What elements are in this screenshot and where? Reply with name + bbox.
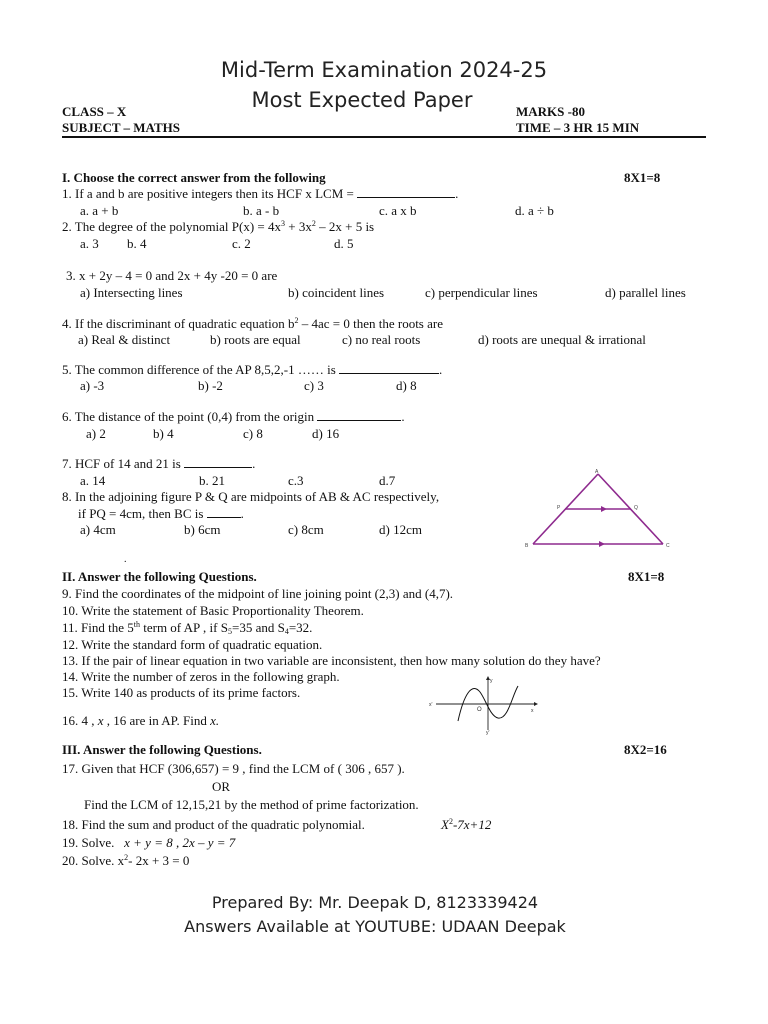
question-4: 4. If the discriminant of quadratic equation $b^2 - 4ac = 0$ then the roots are <box>62 316 443 331</box>
question-9: 9. Find the coordinates of the midpoint of line joining point (2,3) and (4,7). <box>62 586 454 601</box>
q1-option-b: b. a - b <box>243 203 280 218</box>
label-a: A <box>595 469 599 475</box>
q2-option-d: d. 5 <box>334 236 354 251</box>
answers-link: Answers Available at YOUTUBE: UDAAN Deepak <box>184 917 566 936</box>
section3-marks: 8X2=16 <box>624 742 667 757</box>
label-x: x <box>531 708 534 714</box>
pq-arrow-icon <box>601 506 607 512</box>
q7-option-b: b. 21 <box>199 473 225 488</box>
question-7: 7. HCF of 14 and 21 is . <box>62 456 256 471</box>
q8-option-d: d) 12cm <box>379 522 422 537</box>
q5-option-c: c) 3 <box>304 378 324 393</box>
question-6: 6. The distance of the point (0,4) from the origin . <box>62 409 405 424</box>
label-c: C <box>666 543 670 549</box>
q8-option-b: b) 6cm <box>184 522 221 537</box>
bc-arrow-icon <box>599 541 605 547</box>
q5-option-a: a) -3 <box>80 378 105 393</box>
question-17-alt: Find the LCM of 12,15,21 by the method of prime factorization. <box>84 797 419 812</box>
q8-option-c: c) 8cm <box>288 522 324 537</box>
question-18: 18. Find the sum and product of the quadratic polynomial. <box>62 817 365 832</box>
section2-marks: 8X1=8 <box>628 569 665 584</box>
question-5: 5. The common difference of the AP 8,5,2,-1 …… is . <box>62 362 443 377</box>
time-label: TIME – 3 HR 15 MIN <box>516 120 640 135</box>
question-19: 19. Solve. x + y = 8 , 2x – y = 7 <box>62 835 236 850</box>
header-divider <box>62 136 706 138</box>
marks-label: MARKS -80 <box>516 104 585 119</box>
q3-option-d: d) parallel lines <box>605 285 686 300</box>
q6-option-a: a) 2 <box>86 426 106 441</box>
class-label: CLASS – X <box>62 104 127 119</box>
question-3: 3. x + 2y – 4 = 0 and 2x + 4y -20 = 0 are <box>66 268 278 283</box>
q6-option-d: d) 16 <box>312 426 340 441</box>
question-14: 14. Write the number of zeros in the following graph. <box>62 669 340 684</box>
q1-option-d: d. a ÷ b <box>515 203 554 218</box>
stray-dot: . <box>124 554 127 565</box>
q7-option-d: d.7 <box>379 473 396 488</box>
question-20: 20. Solve. $x^2-$ 2x + 3 = 0 <box>62 853 190 868</box>
q4-option-b: b) roots are equal <box>210 332 301 347</box>
label-y: y <box>490 678 493 684</box>
q6-option-c: c) 8 <box>243 426 263 441</box>
q7-option-c: c.3 <box>288 473 304 488</box>
q8-option-a: a) 4cm <box>80 522 116 537</box>
question-12: 12. Write the standard form of quadratic equation. <box>62 637 323 652</box>
question-13: 13. If the pair of linear equation in two variable are inconsistent, then how many solution do they have? <box>62 653 601 668</box>
question-1: 1. If a and b are positive integers then its HCF x LCM = . <box>62 186 459 201</box>
question-10: 10. Write the statement of Basic Proportionality Theorem. <box>62 603 364 618</box>
section3-heading: III. Answer the following Questions. <box>62 742 262 757</box>
q4-option-a: a) Real & distinct <box>78 332 171 347</box>
q18-polynomial: $X^2-7x+12$ <box>441 817 492 832</box>
prepared-by: Prepared By: Mr. Deepak D, 8123339424 <box>211 893 539 912</box>
label-origin: O <box>477 707 482 713</box>
q2-option-c: c. 2 <box>232 236 251 251</box>
q6-option-b: b) 4 <box>153 426 174 441</box>
zeros-graph <box>428 674 540 736</box>
q3-option-a: a) Intersecting lines <box>80 285 183 300</box>
subject-label: SUBJECT – MATHS <box>62 120 180 135</box>
triangle-figure <box>520 466 680 550</box>
label-b: B <box>525 543 529 549</box>
question-15: 15. Write 140 as products of its prime factors. <box>62 685 301 700</box>
exam-title: Mid-Term Examination 2024-25 <box>220 58 548 82</box>
question-17: 17. Given that HCF (306,657) = 9 , find the LCM of ( 306 , 657 ). <box>62 761 405 776</box>
q3-option-c: c) perpendicular lines <box>425 285 538 300</box>
question-2: 2. The degree of the polynomial $P(x) = 4x^3 + 3x^2 - 2x + 5$ is <box>62 219 375 234</box>
label-y-prime: y' <box>486 730 490 736</box>
q2-option-b: b. 4 <box>127 236 147 251</box>
label-x-prime: x' <box>429 702 433 708</box>
q4-option-d: d) roots are unequal & irrational <box>478 332 646 347</box>
q2-option-a: a. 3 <box>80 236 99 251</box>
x-axis-arrow-icon <box>534 702 538 706</box>
section1-marks: 8X1=8 <box>624 170 661 185</box>
question-16: 16. 4 , x , 16 are in AP. Find x. <box>62 713 220 728</box>
label-p: P <box>557 505 561 511</box>
q5-option-d: d) 8 <box>396 378 417 393</box>
q7-option-a: a. 14 <box>80 473 106 488</box>
q1-option-c: c. a x b <box>379 203 417 218</box>
q3-option-b: b) coincident lines <box>288 285 385 300</box>
or-label: OR <box>212 779 231 794</box>
question-8-cont: if PQ = 4cm, then BC is . <box>78 506 244 521</box>
label-q: Q <box>634 505 638 511</box>
question-8: 8. In the adjoining figure P & Q are midpoints of AB & AC respectively, <box>62 489 440 504</box>
q5-option-b: b) -2 <box>198 378 223 393</box>
section2-heading: II. Answer the following Questions. <box>62 569 257 584</box>
q4-option-c: c) no real roots <box>342 332 421 347</box>
q1-option-a: a. a + b <box>80 203 119 218</box>
paper-subtitle: Most Expected Paper <box>251 88 473 112</box>
section1-heading: I. Choose the correct answer from the following <box>62 170 326 185</box>
question-11: 11. Find the 5th term of AP , if $S_5=35$ and $S_4=32$. <box>62 620 313 636</box>
